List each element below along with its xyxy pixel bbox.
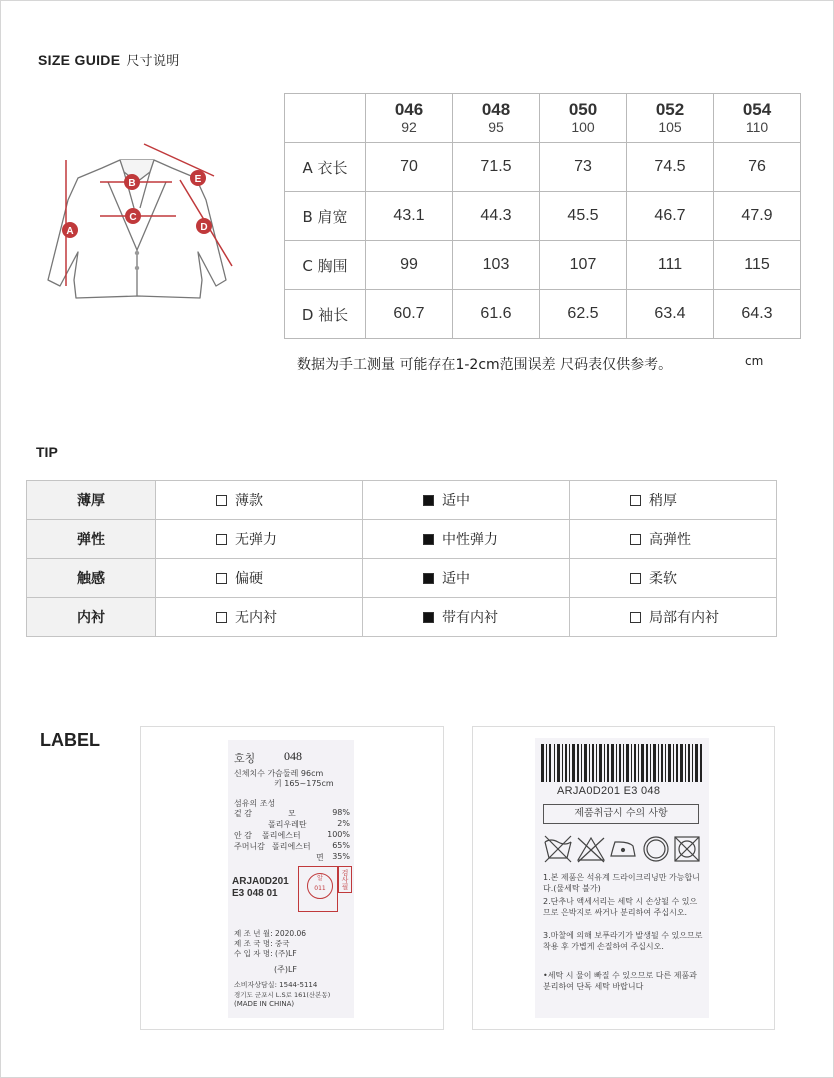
marker-e: E [194,174,202,185]
tip-option-selected: 带有内衬 [423,607,498,627]
measurement-note: 数据为手工测量 可能存在1-2cm范围误差 尺码表仅供参考。 [297,357,673,373]
tip-option: 无内衬 [216,607,277,627]
care-note: 2.단추나 액세서리는 세탁 시 손상될 수 있으므로 은박지로 싸거나 분리하여 주십시오. [543,897,698,917]
size-row-shoulder [285,192,801,241]
care-tag [535,738,709,1018]
size-corner-cell [285,94,366,143]
unit-label: cm [745,354,764,368]
size-guide-title [38,50,180,69]
size-col-050: 050 100 [540,94,627,143]
size-cell: 62.5 [540,290,627,339]
marker-c: C [129,212,137,223]
tag-contact-line: (MADE IN CHINA) [234,1000,295,1008]
tip-option-selected: 适中 [423,568,470,588]
tip-option: 柔软 [630,568,677,588]
care-note: 1.본 제품은 석유계 드라이크리닝만 가능합니다.(물세탁 불가) [543,873,700,893]
no-tumble-dry-icon [675,837,699,861]
size-cell: 43.1 [366,192,453,241]
checkbox-icon [216,612,227,623]
size-row-length [285,143,801,192]
size-col-046: 046 92 [366,94,453,143]
size-cell: 115 [714,241,801,290]
size-cell: 74.5 [627,143,714,192]
tag-style-code: E3 048 01 [232,888,278,899]
checkbox-icon [630,534,641,545]
size-cell: 71.5 [453,143,540,192]
tip-row-lining [27,598,777,637]
stamp-label: 검사필 [338,866,352,893]
checkbox-checked-icon [423,495,434,506]
row-label: A 衣长 [285,143,366,192]
tip-row-label: 内衬 [27,598,156,637]
size-cell: 46.7 [627,192,714,241]
marker-b: B [128,178,136,189]
tag-size-label: 호칭 [234,752,256,765]
size-cell: 60.7 [366,290,453,339]
no-bleach-icon [578,838,604,862]
size-col-052: 052 105 [627,94,714,143]
tag-company: (주)LF [274,965,298,974]
size-col-054: 054 110 [714,94,801,143]
tag-contact-line: 소비자상담실: 1544-5114 [234,981,318,989]
size-tag: 호칭 048 신체치수 가슴둘레 96cm 키 165~175cm 섬유의 조성 겉 감 모 98% 폴리우레탄 2% 안 감 폴리에스터 100% 주머니감 폴리에스터 65% 면 35% ARJA0D201 E3 048 01 알 011 검사필 제 조 년 월: 2020.06 제 조 국 명: 중국 수 입 자 명: (주)LF (주)LF 소비자상담실: 1544-5114 경기도 군포시 L.S로 161(산본동) (MADE IN CHINA) [228,740,354,1018]
tip-option-selected: 中性弹力 [423,529,498,549]
tag-style-code: ARJA0D201 [232,876,289,887]
size-cell: 61.6 [453,290,540,339]
tip-option: 薄款 [216,490,263,510]
care-tag-code: ARJA0D201 E3 048 [557,785,661,797]
size-cell: 111 [627,241,714,290]
tip-row-label: 弹性 [27,520,156,559]
checkbox-checked-icon [423,573,434,584]
care-footer-note: •세탁 시 물이 빠질 수 있으므로 다른 제품과 분리하여 단독 세탁 바랍니다 [543,971,697,991]
label-title: LABEL [40,730,100,750]
size-col-048: 048 95 [453,94,540,143]
care-title: 제품취급시 수의 사항 [543,804,699,824]
size-cell: 64.3 [714,290,801,339]
marker-d: D [200,222,208,233]
row-label: D 袖长 [285,290,366,339]
size-cell: 107 [540,241,627,290]
size-cell: 45.5 [540,192,627,241]
checkbox-icon [216,573,227,584]
size-cell: 47.9 [714,192,801,241]
tip-row-touch [27,559,777,598]
tag-contact-line: 경기도 군포시 L.S로 161(산본동) [234,991,331,999]
tag-measure-line: 신체치수 가슴둘레 96cm [234,769,324,778]
tag-measure-line: 키 165~175cm [274,779,334,788]
tag-size-code: 048 [284,749,302,763]
size-header-row [285,94,801,143]
size-row-chest [285,241,801,290]
size-guide-title-zh: 尺寸说明 [126,54,180,69]
tip-row-label: 触感 [27,559,156,598]
tag-info-line: 수 입 자 명: (주)LF [234,949,297,958]
tip-option-selected: 适中 [423,490,470,510]
size-cell: 73 [540,143,627,192]
tip-option: 高弹性 [630,529,691,549]
size-cell: 63.4 [627,290,714,339]
tip-option: 无弹力 [216,529,277,549]
size-guide-title-en: SIZE GUIDE [38,52,121,68]
checkbox-icon [216,534,227,545]
tip-option: 稍厚 [630,490,677,510]
tip-row-elasticity [27,520,777,559]
checkbox-icon [630,612,641,623]
care-symbols [543,834,703,864]
barcode-icon [541,744,703,782]
tag-info-line: 제 조 국 명: 중국 [234,939,290,948]
size-table [284,93,801,339]
size-cell: 99 [366,241,453,290]
tip-table [26,480,777,637]
size-cell: 103 [453,241,540,290]
marker-a: A [66,226,74,237]
tag-info-line: 제 조 년 월: 2020.06 [234,929,307,938]
no-wash-icon [545,836,571,862]
tip-row-thickness [27,481,777,520]
tip-option: 局部有内衬 [630,607,719,627]
checkbox-icon [630,495,641,506]
dry-clean-icon [644,837,668,861]
row-label: C 胸围 [285,241,366,290]
inspection-stamp [298,866,338,912]
size-cell: 76 [714,143,801,192]
jacket-diagram [36,140,246,310]
size-cell: 70 [366,143,453,192]
iron-low-icon [611,842,635,856]
size-cell: 44.3 [453,192,540,241]
tip-row-label: 薄厚 [27,481,156,520]
size-row-sleeve [285,290,801,339]
checkbox-checked-icon [423,612,434,623]
tip-option: 偏硬 [216,568,263,588]
row-label: B 肩宽 [285,192,366,241]
tip-title: TIP [36,444,58,460]
tag-composition-title: 섬유의 조성 [234,799,276,808]
checkbox-checked-icon [423,534,434,545]
care-note: 3.마찰에 의해 보푸라기가 발생될 수 있으므로 착용 후 가볍게 손질하여 주십시오. [543,931,703,951]
checkbox-icon [216,495,227,506]
checkbox-icon [630,573,641,584]
stamp-seal: 알 011 [307,873,333,899]
